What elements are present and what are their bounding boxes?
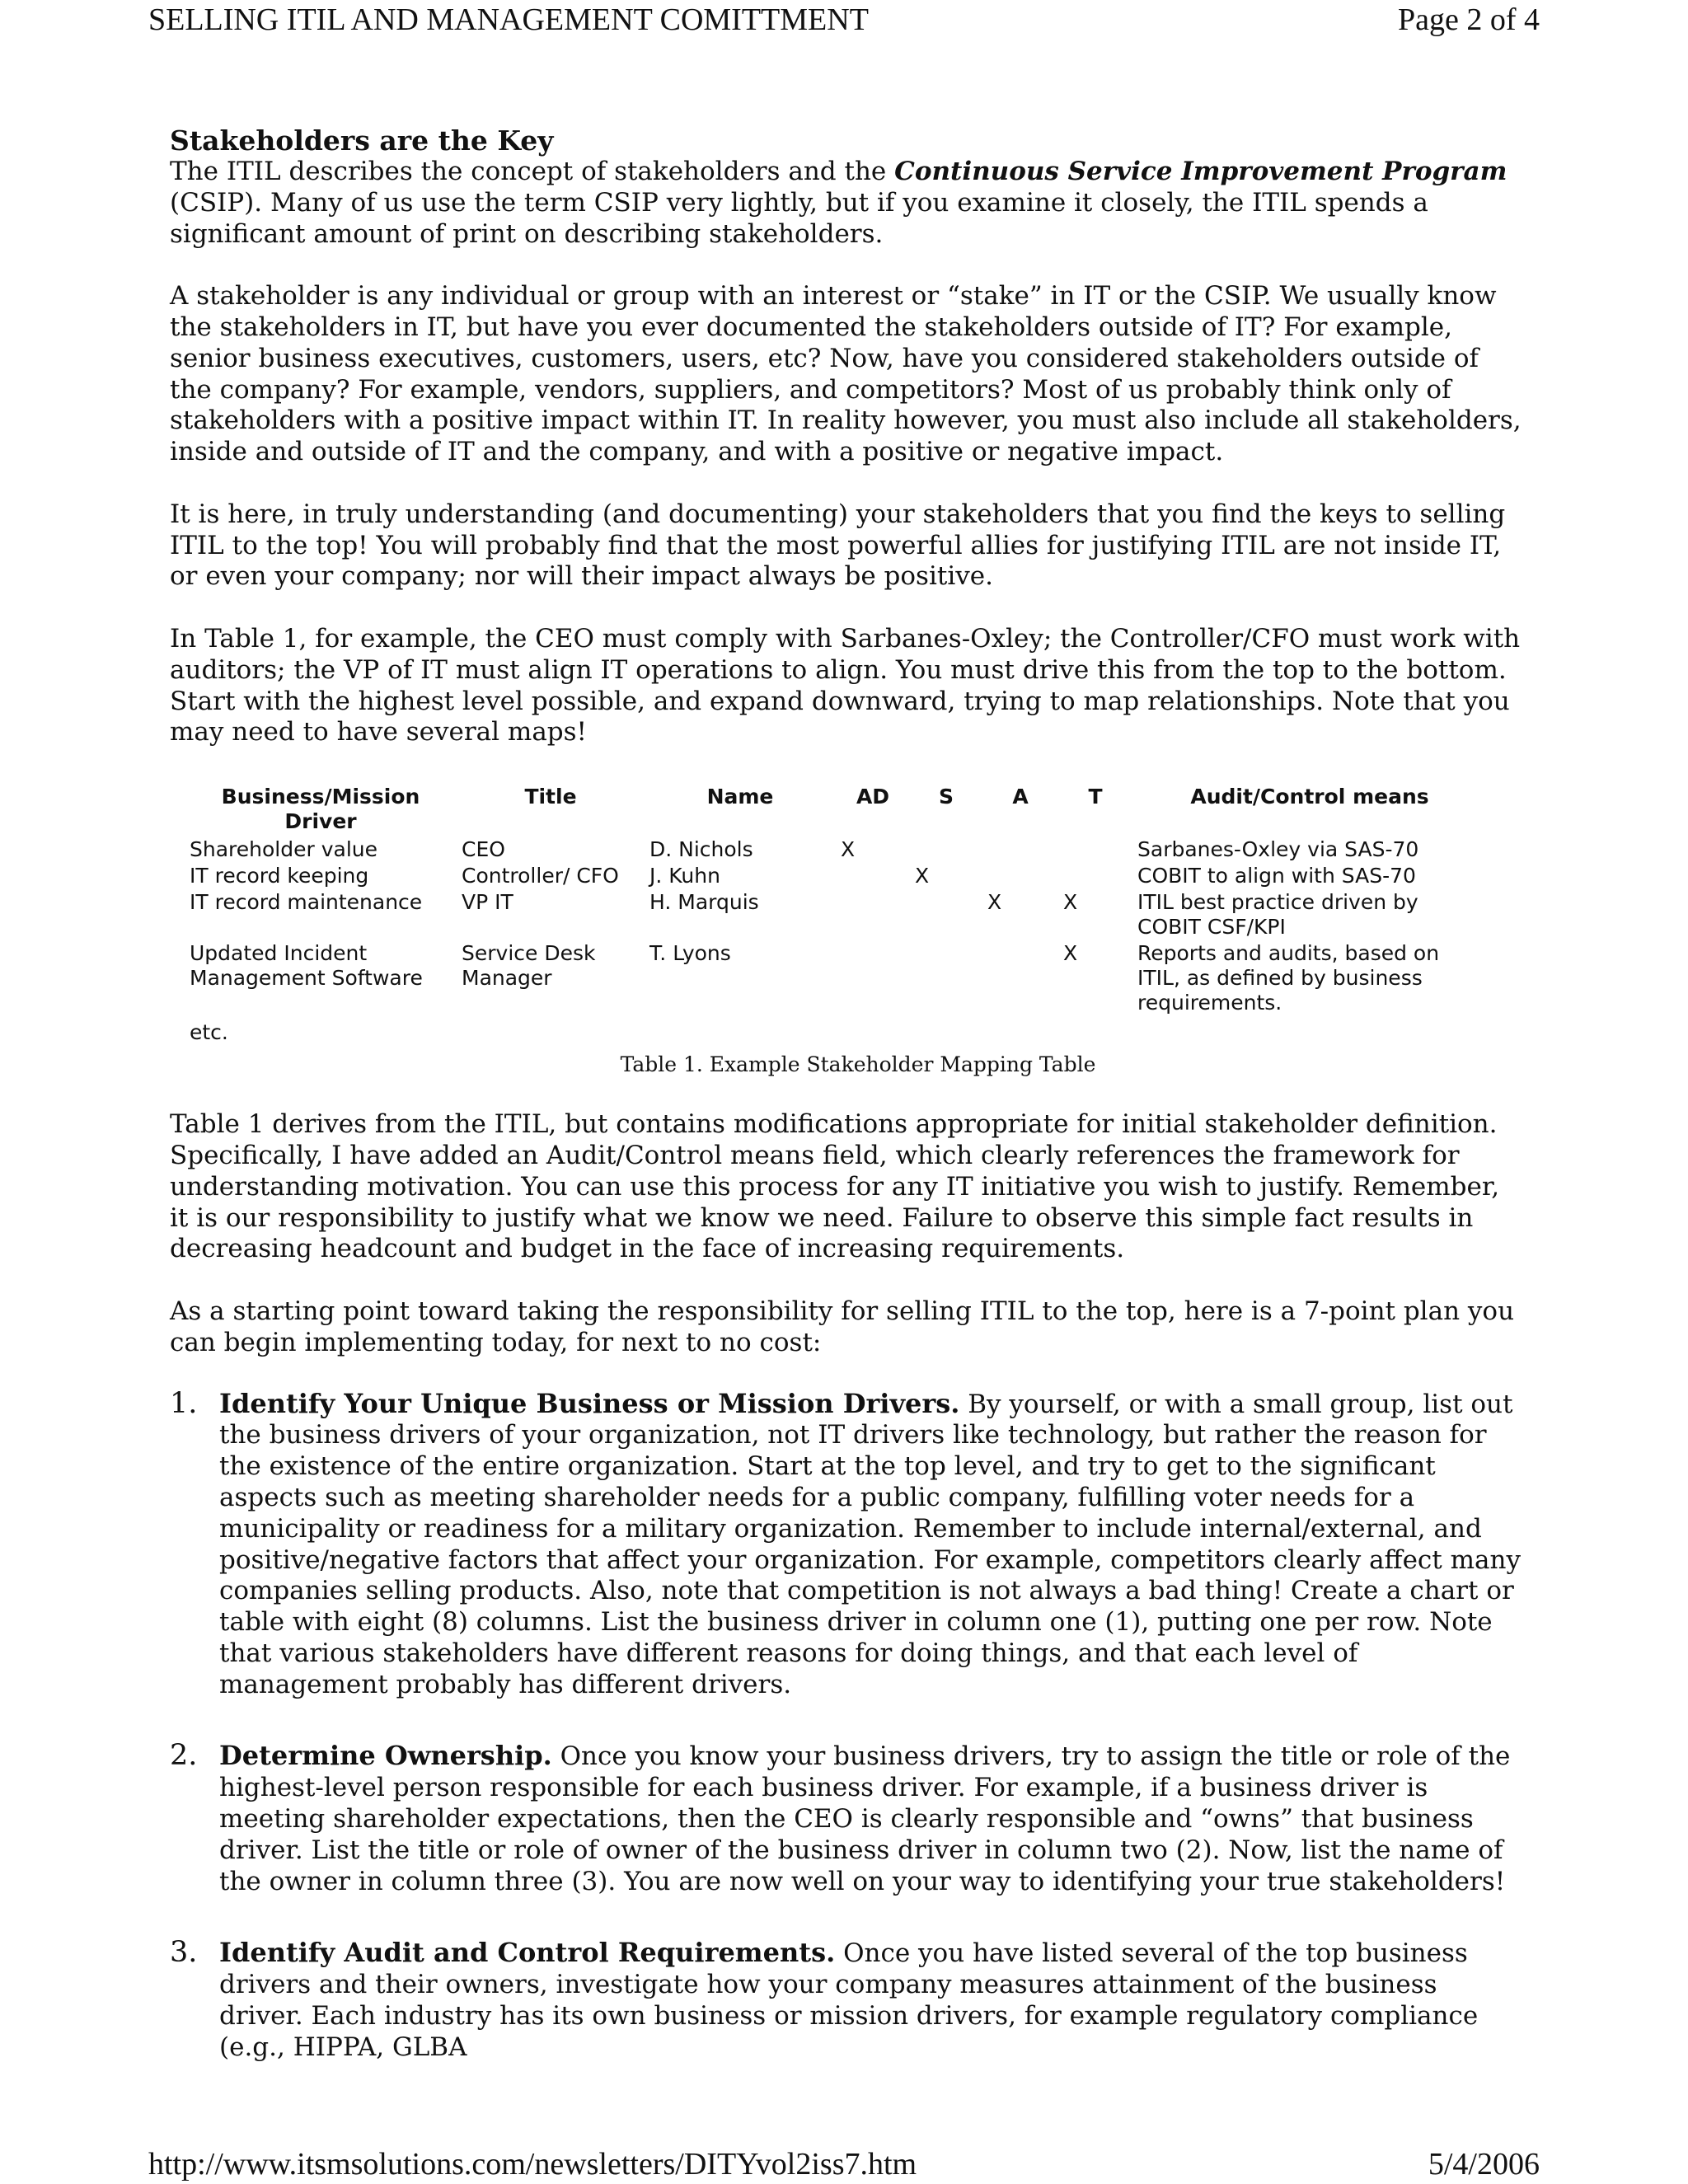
list-item — [170, 1936, 1522, 2062]
table-header-row — [185, 785, 1487, 837]
table-cell — [982, 864, 1058, 890]
table-cell: D. Nichols — [649, 837, 753, 862]
list-number: 2. — [170, 1739, 198, 1773]
table-cell — [1058, 1017, 1132, 1047]
table-cell — [836, 941, 910, 1017]
intro-paragraph-1: The ITIL describes the concept of stakeholders and the Continuous Service Improvement Program (CSIP). Many of us use the term CSIP very lightly, but if you examine it closely, the ITIL spends a significant amount of print on describing stakeholders. — [170, 157, 1507, 249]
header-title: SELLING ITIL AND MANAGEMENT COMITTMENT — [148, 2, 869, 37]
footer-url[interactable]: http://www.itsmsolutions.com/newsletters/DITYvol2iss7.htm — [148, 2147, 917, 2182]
table-cell: Controller/ CFO — [462, 864, 619, 888]
table-cell — [910, 890, 982, 941]
intro-paragraph-3: It is here, in truly understanding (and documenting) your stakeholders that you find the keys to selling ITIL to the top! You will probably find that the most powerful allies for justifying ITIL are not inside IT, or even your company; nor will their impact always be positive. — [170, 499, 1506, 592]
col-header: S — [938, 785, 954, 809]
table-cell: VP IT — [462, 890, 513, 915]
table-cell: Updated Incident Management Software — [190, 941, 423, 991]
list-item-text: Once you know your business drivers, try to assign the title or role of the highest-level person responsible for each business driver. For example, if a business driver is meeting shareholder expectations, then the CEO is clearly responsible and “owns” that business driver. List the title or role of owner of the business driver in column two (2). Now, list the name of the owner in column three (3). You are now well on your way to identifying your true stakeholders! — [219, 1741, 1511, 1896]
table-cell: IT record maintenance — [190, 890, 423, 915]
table-cell: ITIL best practice driven by COBIT CSF/KPI — [1137, 890, 1418, 940]
table-cell: X — [915, 864, 930, 888]
intro-paragraph-2: A stakeholder is any individual or group with an interest or “stake” in IT or the CSIP. We usually know the stakeholders in IT, but have you ever documented the stakeholders outside of IT? For example, senior business executives, customers, users, etc? Now, have you considered stakeholders outside of the company? For example, vendors, suppliers, and competitors? Most of us probably think only of stakeholders with a positive impact within IT. In reality however, you must also include all stakeholders, inside and outside of IT and the company, and with a positive or negative impact. — [170, 281, 1522, 467]
table-cell: IT record keeping — [190, 864, 369, 888]
list-number: 1. — [170, 1386, 198, 1420]
csip-emphasis: Continuous Service Improvement Program — [894, 157, 1507, 186]
table-cell: T. Lyons — [649, 941, 731, 966]
table-cell — [910, 837, 982, 864]
intro-paragraph-4: In Table 1, for example, the CEO must comply with Sarbanes-Oxley; the Controller/CFO must work with auditors; the VP of IT must align IT operations to align. You must drive this from the top to the bottom. Start with the highest level possible, and expand downward, trying to map relationships. Note that you may need to have several maps! — [170, 623, 1521, 748]
footer-date: 5/4/2006 — [1428, 2147, 1540, 2182]
table-cell: Reports and audits, based on ITIL, as defined by business requirements. — [1137, 941, 1440, 1015]
table-row — [185, 864, 1487, 890]
col-header: A — [1012, 785, 1029, 809]
section-heading: Stakeholders are the Key — [170, 124, 554, 157]
table-cell: X — [841, 837, 856, 862]
stakeholder-table — [185, 785, 1487, 1047]
table-row — [185, 1017, 1487, 1047]
table-cell: etc. — [190, 1020, 228, 1045]
col-header: Title — [524, 785, 577, 809]
table-cell: COBIT to align with SAS-70 — [1137, 864, 1416, 888]
table-cell — [836, 864, 910, 890]
table-row — [185, 890, 1487, 941]
table-cell: X — [987, 890, 1002, 915]
table-cell: X — [1063, 890, 1078, 915]
list-number: 3. — [170, 1936, 198, 1970]
list-item-text: By yourself, or with a small group, list out the business drivers of your organization, not IT drivers like technology, but rather the reason for the existence of the entire organization. Start at the top level, and try to get to the significant aspects such as meeting shareholder needs for a public company, fulfilling voter needs for a municipality or readiness for a military organization. Remember to include internal/external, and positive/negative factors that affect your organization. For example, competitors clearly affect many companies selling products. Also, note that competition is not always a bad thing! Create a chart or table with eight (8) columns. List the business driver in column one (1), putting one per row. Note that various stakeholders have different reasons for doing things, and that each level of management probably has different drivers. — [219, 1389, 1521, 1699]
table-cell — [982, 837, 1058, 864]
col-header: T — [1088, 785, 1103, 809]
article-body — [170, 124, 1522, 2062]
table-caption: Table 1. Example Stakeholder Mapping Table — [620, 1052, 1096, 1077]
list-item — [170, 1386, 1522, 1701]
col-header: Name — [706, 785, 774, 809]
table-cell — [836, 890, 910, 941]
table-cell: J. Kuhn — [649, 864, 720, 888]
list-item-title: Identify Audit and Control Requirements. — [219, 1937, 836, 1969]
table-cell — [836, 1017, 910, 1047]
col-header: Audit/Control means — [1190, 785, 1429, 809]
table-cell — [1058, 864, 1132, 890]
table-cell — [910, 1017, 982, 1047]
list-item-title: Determine Ownership. — [219, 1740, 552, 1772]
table-cell: H. Marquis — [649, 890, 759, 915]
table-cell: X — [1063, 941, 1078, 966]
table-cell — [645, 1017, 836, 1047]
table-cell — [1132, 1017, 1487, 1047]
table-cell: Shareholder value — [190, 837, 377, 862]
body-paragraph-6: As a starting point toward taking the responsibility for selling ITIL to the top, here is a 7-point plan you can begin implementing today, for next to no cost: — [170, 1296, 1515, 1357]
table-cell — [910, 941, 982, 1017]
table-cell: CEO — [462, 837, 505, 862]
table-cell — [1058, 837, 1132, 864]
list-item-title: Identify Your Unique Business or Mission Drivers. — [219, 1387, 960, 1419]
list-item-text: Once you have listed several of the top business drivers and their owners, investigate how your company measures attainment of the business driver. Each industry has its own business or mission drivers, for example regulatory compliance (e.g., HIPPA, GLBA — [219, 1938, 1479, 2062]
table-row — [185, 837, 1487, 864]
list-item — [170, 1741, 1522, 1897]
table-cell — [457, 1017, 645, 1047]
table-cell: Service Desk Manager — [462, 941, 596, 991]
table-cell — [982, 941, 1058, 1017]
table-cell — [982, 1017, 1058, 1047]
table-row — [185, 941, 1487, 1017]
col-header: AD — [856, 785, 890, 809]
table-cell: Sarbanes-Oxley via SAS-70 — [1137, 837, 1419, 862]
col-header: Business/Mission Driver — [221, 785, 420, 834]
body-paragraph-5: Table 1 derives from the ITIL, but contains modifications appropriate for initial stakeholder definition. Specifically, I have added an Audit/Control means field, which clearly references the framework for understanding motivation. You can use this process for any IT initiative you wish to justify. Remember, it is our responsibility to justify what we know we need. Failure to observe this simple fact results in decreasing headcount and budget in the face of increasing requirements. — [170, 1109, 1500, 1264]
page-number: Page 2 of 4 — [1397, 2, 1540, 37]
seven-point-plan — [170, 1386, 1522, 2062]
